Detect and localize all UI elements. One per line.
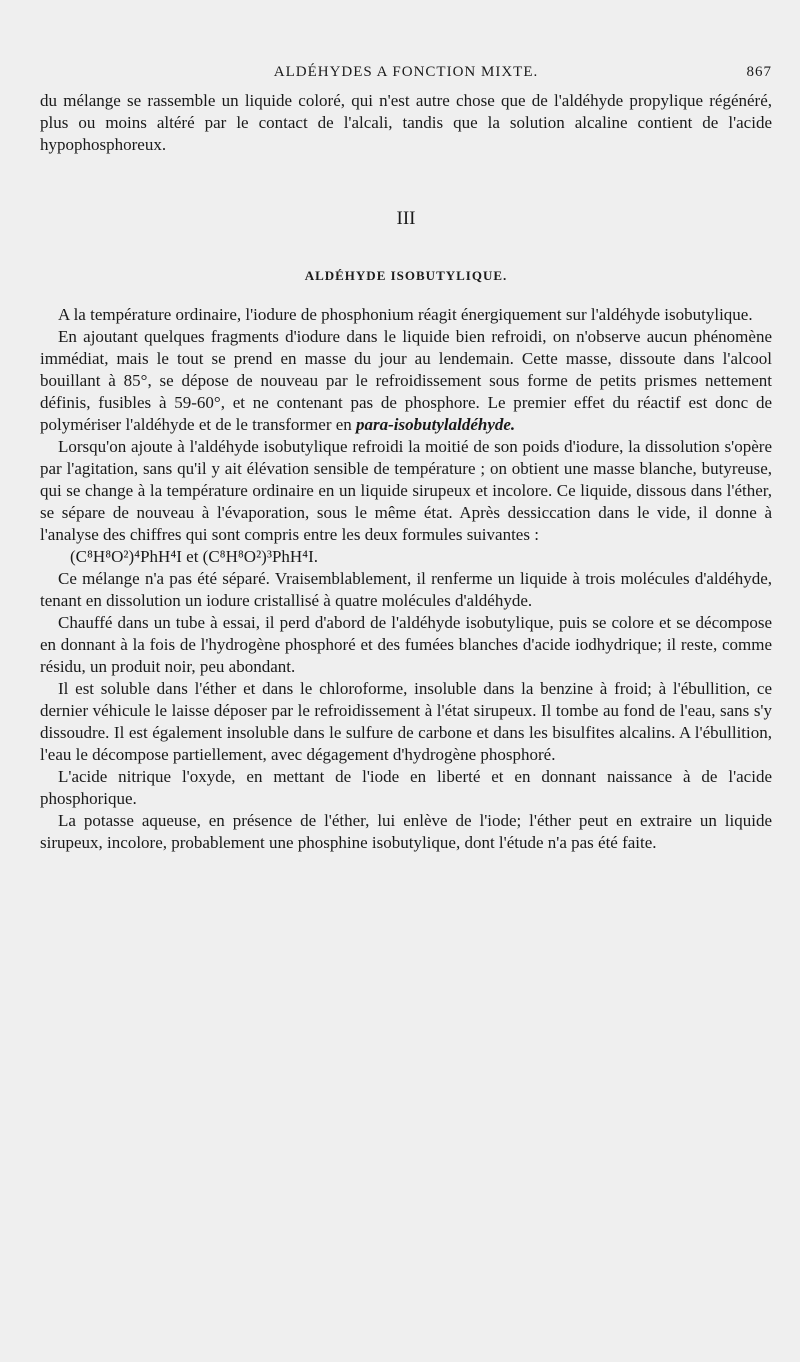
running-title: ALDÉHYDES A FONCTION MIXTE. bbox=[273, 64, 539, 80]
paragraph-2-text: En ajoutant quelques fragments d'iodure dans le liquide bien refroidi, on n'observe aucun phénomène immédiat, mais le tout se prend en masse du jour au lendemain. Cette masse, dissoute dans l'alcool bouillant à 85°, se dépose de nouveau par le refroidissement sous forme de petits prismes nettement définis, fusibles à 59-60°, et ne contenant pas de phosphore. Le premier effet du réactif est donc de polymériser l'aldéhyde et de le transformer en bbox=[40, 327, 772, 434]
paragraph-1: A la température ordinaire, l'iodure de phosphonium réagit énergiquement sur l'aldéhyde isobutylique. bbox=[58, 305, 753, 324]
section-number: III bbox=[396, 208, 416, 229]
page-number: 867 bbox=[746, 64, 772, 80]
paragraph-6: Il est soluble dans l'éther et dans le chloroforme, insoluble dans la benzine à froid; à l'ébullition, ce dernier véhicule le laisse déposer par le refroidissement à l'état sirupeux. Il tombe au fond de l'eau, sans s'y dissoudre. Il est également insoluble dans le sulfure de carbone et dans les bisulfites alcalins. A l'ébullition, l'eau le décompose partiellement, avec dégagement d'hydrogène phosphoré. bbox=[40, 679, 772, 764]
paragraph-3: Lorsqu'on ajoute à l'aldéhyde isobutylique refroidi la moitié de son poids d'iodure, la dissolution s'opère par l'agitation, sans qu'il y ait élévation sensible de température ; on obtient une masse blanche, butyreuse, qui se change à la température ordinaire en un liquide sirupeux et incolore. Ce liquide, dissous dans l'éther, se sépare de nouveau à l'évaporation, sous le même état. Après dessiccation dans le vide, il donne à l'analyse des chiffres qui sont compris entre les deux formules suivantes : bbox=[40, 437, 772, 544]
italic-term: para-isobutylaldéhyde. bbox=[356, 415, 516, 434]
paragraph-2 bbox=[40, 326, 772, 436]
chemical-formula: (C⁸H⁸O²)⁴PhH⁴I et (C⁸H⁸O²)³PhH⁴I. bbox=[70, 547, 319, 566]
section-title: ALDÉHYDE ISOBUTYLIQUE. bbox=[304, 268, 508, 283]
running-head bbox=[40, 64, 772, 84]
paragraph-4: Ce mélange n'a pas été séparé. Vraisemblablement, il renferme un liquide à trois molécules d'aldéhyde, tenant en dissolution un iodure cristallisé à quatre molécules d'aldéhyde. bbox=[40, 569, 772, 610]
intro-paragraph: du mélange se rassemble un liquide coloré, qui n'est autre chose que de l'aldéhyde propylique régénéré, plus ou moins altéré par le contact de l'alcali, tandis que la solution alcaline contient de l'acide hypophosphoreux. bbox=[40, 91, 772, 154]
body-text bbox=[40, 90, 772, 854]
paragraph-7: L'acide nitrique l'oxyde, en mettant de l'iode en liberté et en donnant naissance à de l'acide phosphorique. bbox=[40, 767, 772, 808]
paragraph-5: Chauffé dans un tube à essai, il perd d'abord de l'aldéhyde isobutylique, puis se colore et se décompose en donnant à la fois de l'hydrogène phosphoré et des fumées blanches d'acide iodhydrique; il reste, comme résidu, un produit noir, peu abondant. bbox=[40, 613, 772, 676]
paragraph-8: La potasse aqueuse, en présence de l'éther, lui enlève de l'iode; l'éther peut en extraire un liquide sirupeux, incolore, probablement une phosphine isobutylique, dont l'étude n'a pas été faite. bbox=[40, 811, 772, 852]
